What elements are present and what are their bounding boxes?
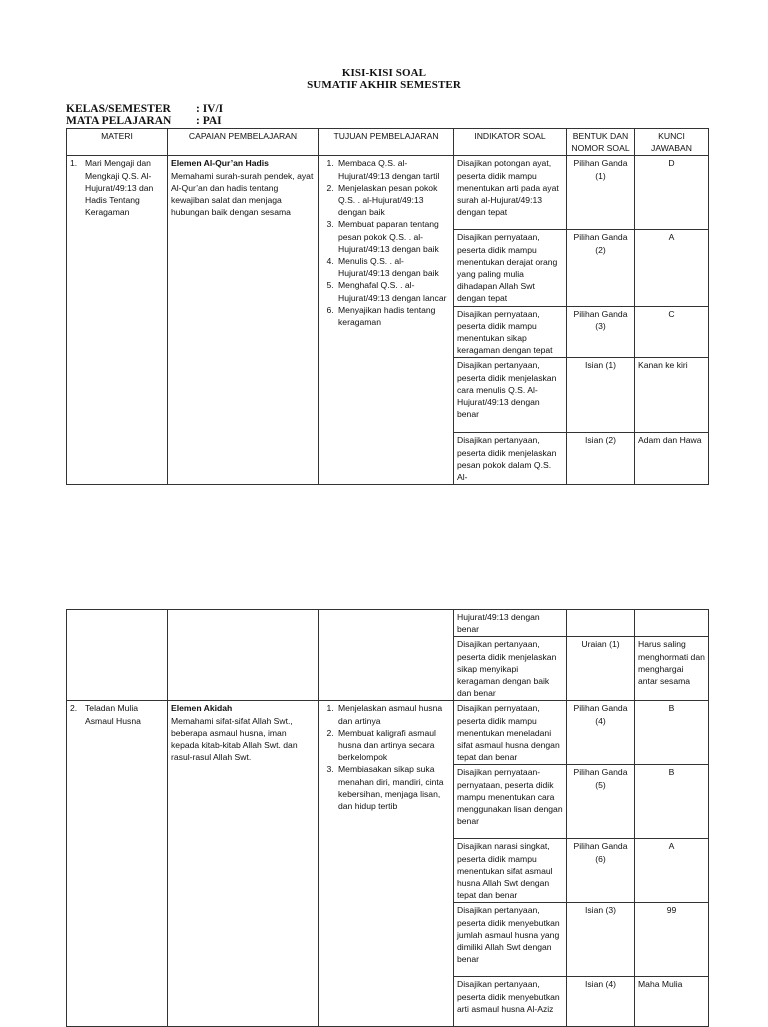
- header-bentuk: BENTUK DAN NOMOR SOAL: [567, 129, 635, 156]
- materi-text: Teladan Mulia Asmaul Husna: [85, 703, 141, 726]
- tujuan-item: 1. Membaca Q.S. al-Hujurat/49:13 dengan tartil: [336, 157, 450, 181]
- materi-text: Mari Mengaji dan Mengkaji Q.S. Al-Hujurat/49:13 dan Hadis Tentang Keragaman: [85, 158, 154, 218]
- header-materi: MATERI: [67, 129, 168, 156]
- bentuk-cell: Pilihan Ganda (5): [567, 765, 635, 839]
- kisi-kisi-table-page2: [66, 609, 709, 1027]
- bentuk-cell: Pilihan Ganda (4): [567, 701, 635, 765]
- tujuan-cell: [319, 610, 454, 701]
- bentuk-cell: Uraian (1): [567, 637, 635, 701]
- bentuk-cell: Pilihan Ganda (2): [567, 230, 635, 306]
- kunci-cell: [635, 610, 709, 637]
- kunci-cell: B: [635, 701, 709, 765]
- bentuk-cell: Isian (4): [567, 977, 635, 1027]
- document-subtitle: SUMATIF AKHIR SEMESTER: [307, 79, 461, 91]
- meta-kelas: [66, 103, 223, 115]
- table-row: [67, 610, 709, 637]
- tujuan-cell: [319, 156, 454, 485]
- table-row: [67, 701, 709, 765]
- kunci-cell: B: [635, 765, 709, 839]
- tujuan-item: 6. Menyajikan hadis tentang keragaman: [336, 304, 450, 328]
- indikator-cell: Disajikan pernyataan, peserta didik mampu menentukan derajat orang yang paling mulia dihadapan Allah Swt dengan tepat: [454, 230, 567, 306]
- indikator-cell: Disajikan pernyataan-pernyataan, peserta didik mampu menentukan cara menggunakan lisan dengan benar: [454, 765, 567, 839]
- header-indikator: INDIKATOR SOAL: [454, 129, 567, 156]
- indikator-cell: Disajikan pertanyaan, peserta didik menjelaskan sikap menyikapi keragaman dengan baik dan benar: [454, 637, 567, 701]
- bentuk-cell: Pilihan Ganda (3): [567, 306, 635, 358]
- table-row: [67, 156, 709, 230]
- kisi-kisi-table-page1: [66, 128, 709, 485]
- capaian-text: Memahami sifat-sifat Allah Swt., beberapa asmaul husna, iman kepada kitab-kitab Allah Swt. dan rasul-rasul Allah Swt.: [171, 715, 298, 763]
- bentuk-cell: [567, 610, 635, 637]
- header-kunci: KUNCI JAWABAN: [635, 129, 709, 156]
- indikator-cell: Disajikan pernyataan, peserta didik mampu menentukan sikap keragaman dengan tepat: [454, 306, 567, 358]
- capaian-title: Elemen Al-Qur’an Hadis: [171, 158, 269, 169]
- document-title: KISI-KISI SOAL: [341, 67, 427, 79]
- indikator-cell: Disajikan pertanyaan, peserta didik menjelaskan cara menulis Q.S. Al-Hujurat/49:13 dengan benar: [454, 358, 567, 433]
- kunci-cell: A: [635, 230, 709, 306]
- capaian-title: Elemen Akidah: [171, 703, 233, 714]
- tujuan-list: [322, 157, 450, 328]
- capaian-cell: [168, 701, 319, 1027]
- bentuk-cell: Isian (2): [567, 433, 635, 485]
- capaian-cell: [168, 610, 319, 701]
- materi-cell: [67, 610, 168, 701]
- tujuan-list: [322, 702, 450, 812]
- header-capaian: CAPAIAN PEMBELAJARAN: [168, 129, 319, 156]
- indikator-cell: Disajikan pertanyaan, peserta didik menyebutkan jumlah asmaul husna yang dimiliki Allah Swt dengan benar: [454, 903, 567, 977]
- kunci-cell: 99: [635, 903, 709, 977]
- kunci-cell: C: [635, 306, 709, 358]
- indikator-cell: Disajikan pertanyaan, peserta didik menjelaskan pesan pokok dalam Q.S. Al-: [454, 433, 567, 485]
- indikator-cell: Disajikan pertanyaan, peserta didik menyebutkan arti asmaul husna Al-Aziz: [454, 977, 567, 1027]
- tujuan-cell: [319, 701, 454, 1027]
- tujuan-item: 4. Menulis Q.S. . al-Hujurat/49:13 dengan baik: [336, 255, 450, 279]
- materi-cell: 2. Teladan Mulia Asmaul Husna: [67, 701, 168, 1027]
- indikator-cell: Hujurat/49:13 dengan benar: [454, 610, 567, 637]
- indikator-cell: Disajikan pernyataan, peserta didik mampu menentukan meneladani sifat asmaul husna dengan tepat dan benar: [454, 701, 567, 765]
- tujuan-item: 5. Menghafal Q.S. . al-Hujurat/49:13 dengan lancar: [336, 279, 450, 303]
- indikator-cell: Disajikan narasi singkat, peserta didik mampu menentukan sifat asmaul husna Allah Swt dengan tepat dan benar: [454, 839, 567, 903]
- capaian-text: Memahami surah-surah pendek, ayat Al-Qur’an dan hadis tentang kewajiban salat dan menjaga hubungan baik dengan sesama: [171, 170, 314, 218]
- tujuan-item: 2. Menjelaskan pesan pokok Q.S. . al-Hujurat/49:13 dengan baik: [336, 182, 450, 219]
- indikator-cell: Disajikan potongan ayat, peserta didik mampu menentukan arti pada ayat surah al-Hujurat/49:13 dengan tepat: [454, 156, 567, 230]
- table-header-row: [67, 129, 709, 156]
- kunci-cell: Maha Mulia: [635, 977, 709, 1027]
- tujuan-item: 2. Membuat kaligrafi asmaul husna dan artinya secara berkelompok: [336, 727, 450, 764]
- kunci-cell: D: [635, 156, 709, 230]
- meta-mapel-value: : PAI: [196, 115, 222, 127]
- bentuk-cell: Pilihan Ganda (1): [567, 156, 635, 230]
- tujuan-item: 3. Membiasakan sikap suka menahan diri, mandiri, cinta kebersihan, menjaga lisan, dan hidup tertib: [336, 763, 450, 812]
- kunci-cell: Kanan ke kiri: [635, 358, 709, 433]
- bentuk-cell: Isian (3): [567, 903, 635, 977]
- bentuk-cell: Pilihan Ganda (6): [567, 839, 635, 903]
- meta-kelas-value: : IV/I: [196, 103, 224, 115]
- capaian-cell: [168, 156, 319, 485]
- meta-mapel-label: MATA PELAJARAN: [66, 115, 172, 127]
- tujuan-item: 1. Menjelaskan asmaul husna dan artinya: [336, 702, 450, 726]
- materi-cell: 1. Mari Mengaji dan Mengkaji Q.S. Al-Hujurat/49:13 dan Hadis Tentang Keragaman: [67, 156, 168, 485]
- bentuk-cell: Isian (1): [567, 358, 635, 433]
- meta-mapel: [66, 115, 222, 127]
- meta-kelas-label: KELAS/SEMESTER: [66, 103, 171, 115]
- header-tujuan: TUJUAN PEMBELAJARAN: [319, 129, 454, 156]
- kunci-cell: Harus saling menghormati dan menghargai antar sesama: [635, 637, 709, 701]
- kunci-cell: Adam dan Hawa: [635, 433, 709, 485]
- tujuan-item: 3. Membuat paparan tentang pesan pokok Q.S. . al-Hujurat/49:13 dengan baik: [336, 218, 450, 255]
- kunci-cell: A: [635, 839, 709, 903]
